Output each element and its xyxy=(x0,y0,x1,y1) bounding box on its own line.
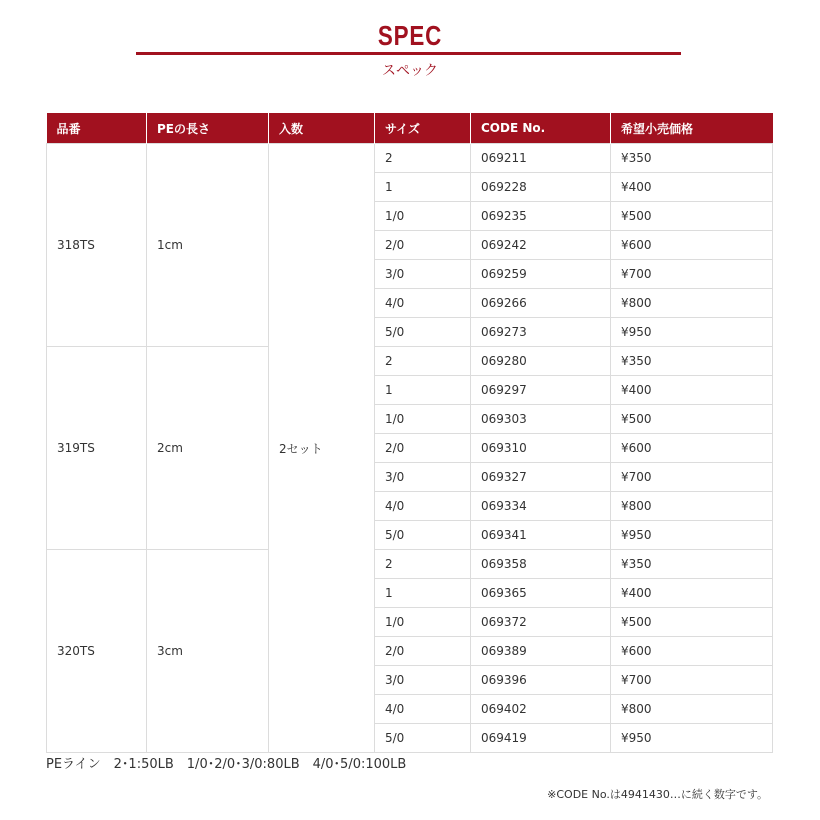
code-cell: 069419 xyxy=(471,724,611,753)
price-cell: ¥800 xyxy=(611,695,773,724)
code-cell: 069341 xyxy=(471,521,611,550)
price-cell: ¥350 xyxy=(611,550,773,579)
size-cell: 3/0 xyxy=(375,666,471,695)
size-cell: 2/0 xyxy=(375,434,471,463)
quantity-cell: 2セット xyxy=(269,144,375,753)
price-cell: ¥400 xyxy=(611,376,773,405)
column-header-code: CODE No. xyxy=(471,113,611,144)
code-cell: 069334 xyxy=(471,492,611,521)
code-cell: 069303 xyxy=(471,405,611,434)
model-cell: 319TS xyxy=(47,347,147,550)
price-cell: ¥600 xyxy=(611,637,773,666)
table-header-row xyxy=(47,113,773,144)
size-cell: 2 xyxy=(375,144,471,173)
size-cell: 1 xyxy=(375,579,471,608)
code-number-note: ※CODE No.は4941430…に続く数字です。 xyxy=(547,788,768,801)
size-cell: 4/0 xyxy=(375,695,471,724)
column-header-size: サイズ xyxy=(375,113,471,144)
size-cell: 4/0 xyxy=(375,289,471,318)
code-cell: 069396 xyxy=(471,666,611,695)
size-cell: 1/0 xyxy=(375,608,471,637)
model-cell: 318TS xyxy=(47,144,147,347)
code-cell: 069228 xyxy=(471,173,611,202)
column-header-model: 品番 xyxy=(47,113,147,144)
code-cell: 069266 xyxy=(471,289,611,318)
size-cell: 2 xyxy=(375,347,471,376)
price-cell: ¥950 xyxy=(611,521,773,550)
code-cell: 069235 xyxy=(471,202,611,231)
size-cell: 5/0 xyxy=(375,521,471,550)
code-cell: 069358 xyxy=(471,550,611,579)
size-cell: 1 xyxy=(375,376,471,405)
code-cell: 069242 xyxy=(471,231,611,260)
size-cell: 2 xyxy=(375,550,471,579)
price-cell: ¥700 xyxy=(611,666,773,695)
size-cell: 5/0 xyxy=(375,724,471,753)
size-cell: 4/0 xyxy=(375,492,471,521)
pe-line-note: PEライン 2･1:50LB 1/0･2/0･3/0:80LB 4/0･5/0:100LB xyxy=(46,757,407,772)
page-subtitle: スペック xyxy=(382,63,438,79)
price-cell: ¥400 xyxy=(611,579,773,608)
pe-length-cell: 3cm xyxy=(147,550,269,753)
code-cell: 069389 xyxy=(471,637,611,666)
code-cell: 069402 xyxy=(471,695,611,724)
price-cell: ¥500 xyxy=(611,608,773,637)
column-header-price: 希望小売価格 xyxy=(611,113,773,144)
model-cell: 320TS xyxy=(47,550,147,753)
price-cell: ¥700 xyxy=(611,260,773,289)
code-cell: 069372 xyxy=(471,608,611,637)
price-cell: ¥800 xyxy=(611,492,773,521)
table-row xyxy=(47,550,773,579)
code-cell: 069280 xyxy=(471,347,611,376)
code-cell: 069327 xyxy=(471,463,611,492)
code-cell: 069211 xyxy=(471,144,611,173)
price-cell: ¥350 xyxy=(611,347,773,376)
pe-length-cell: 1cm xyxy=(147,144,269,347)
price-cell: ¥500 xyxy=(611,202,773,231)
table-row xyxy=(47,144,773,173)
code-cell: 069273 xyxy=(471,318,611,347)
table-row xyxy=(47,347,773,376)
size-cell: 2/0 xyxy=(375,231,471,260)
page-title: SPEC xyxy=(377,20,443,51)
title-divider xyxy=(136,52,681,55)
size-cell: 1/0 xyxy=(375,405,471,434)
price-cell: ¥600 xyxy=(611,434,773,463)
price-cell: ¥800 xyxy=(611,289,773,318)
code-cell: 069297 xyxy=(471,376,611,405)
size-cell: 1/0 xyxy=(375,202,471,231)
price-cell: ¥600 xyxy=(611,231,773,260)
size-cell: 5/0 xyxy=(375,318,471,347)
size-cell: 3/0 xyxy=(375,260,471,289)
size-cell: 2/0 xyxy=(375,637,471,666)
price-cell: ¥700 xyxy=(611,463,773,492)
price-cell: ¥400 xyxy=(611,173,773,202)
code-cell: 069365 xyxy=(471,579,611,608)
size-cell: 1 xyxy=(375,173,471,202)
price-cell: ¥350 xyxy=(611,144,773,173)
column-header-pe-length: PEの長さ xyxy=(147,113,269,144)
price-cell: ¥950 xyxy=(611,318,773,347)
column-header-quantity: 入数 xyxy=(269,113,375,144)
price-cell: ¥500 xyxy=(611,405,773,434)
code-cell: 069310 xyxy=(471,434,611,463)
size-cell: 3/0 xyxy=(375,463,471,492)
code-cell: 069259 xyxy=(471,260,611,289)
pe-length-cell: 2cm xyxy=(147,347,269,550)
price-cell: ¥950 xyxy=(611,724,773,753)
spec-table xyxy=(46,113,773,753)
